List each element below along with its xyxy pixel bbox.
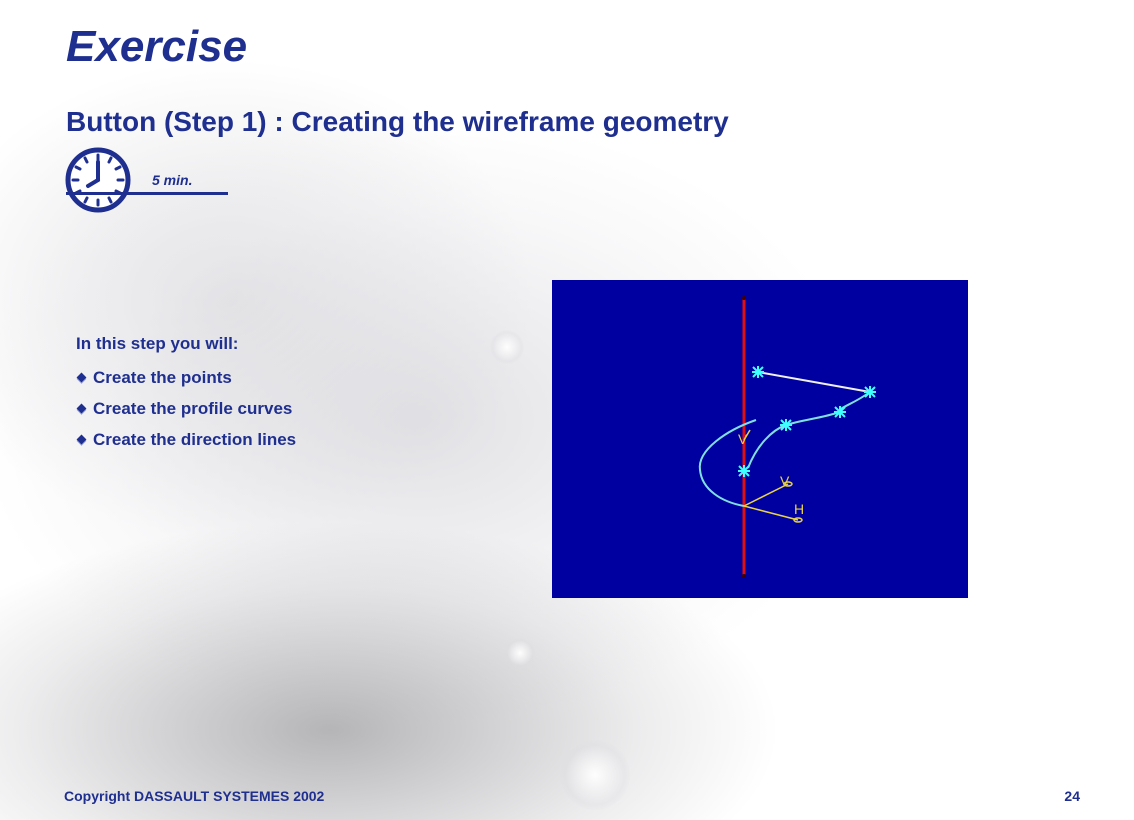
diamond-bullet-icon	[77, 373, 87, 383]
timer-underline	[66, 192, 228, 195]
axis-endpoint	[742, 296, 746, 300]
list-item	[76, 424, 296, 455]
background-glint	[560, 740, 630, 810]
clock-icon	[64, 146, 234, 216]
diamond-bullet-icon	[77, 435, 87, 445]
viewport-background	[552, 280, 968, 598]
list-item	[76, 362, 296, 393]
step-label: Create the profile curves	[93, 398, 293, 418]
page-subtitle: Button (Step 1) : Creating the wireframe geometry	[66, 106, 729, 137]
steps-section	[76, 334, 296, 455]
axis-endpoint	[742, 574, 746, 578]
step-label: Create the points	[93, 367, 232, 387]
wireframe-viewport	[552, 280, 968, 598]
step-label: Create the direction lines	[93, 429, 297, 449]
direction-label: H	[794, 501, 805, 517]
page-title: Exercise	[66, 22, 248, 71]
diamond-bullet-icon	[77, 404, 87, 414]
copyright-text: Copyright DASSAULT SYSTEMES 2002	[64, 788, 325, 804]
duration-label: 5 min.	[152, 172, 193, 188]
direction-label: V	[780, 473, 790, 489]
page-number: 24	[1064, 788, 1080, 804]
direction-label: V	[738, 431, 748, 447]
steps-list	[76, 362, 296, 455]
background-glint	[505, 638, 535, 668]
background-glint	[490, 330, 524, 364]
steps-intro: In this step you will:	[76, 334, 239, 353]
list-item	[76, 393, 296, 424]
